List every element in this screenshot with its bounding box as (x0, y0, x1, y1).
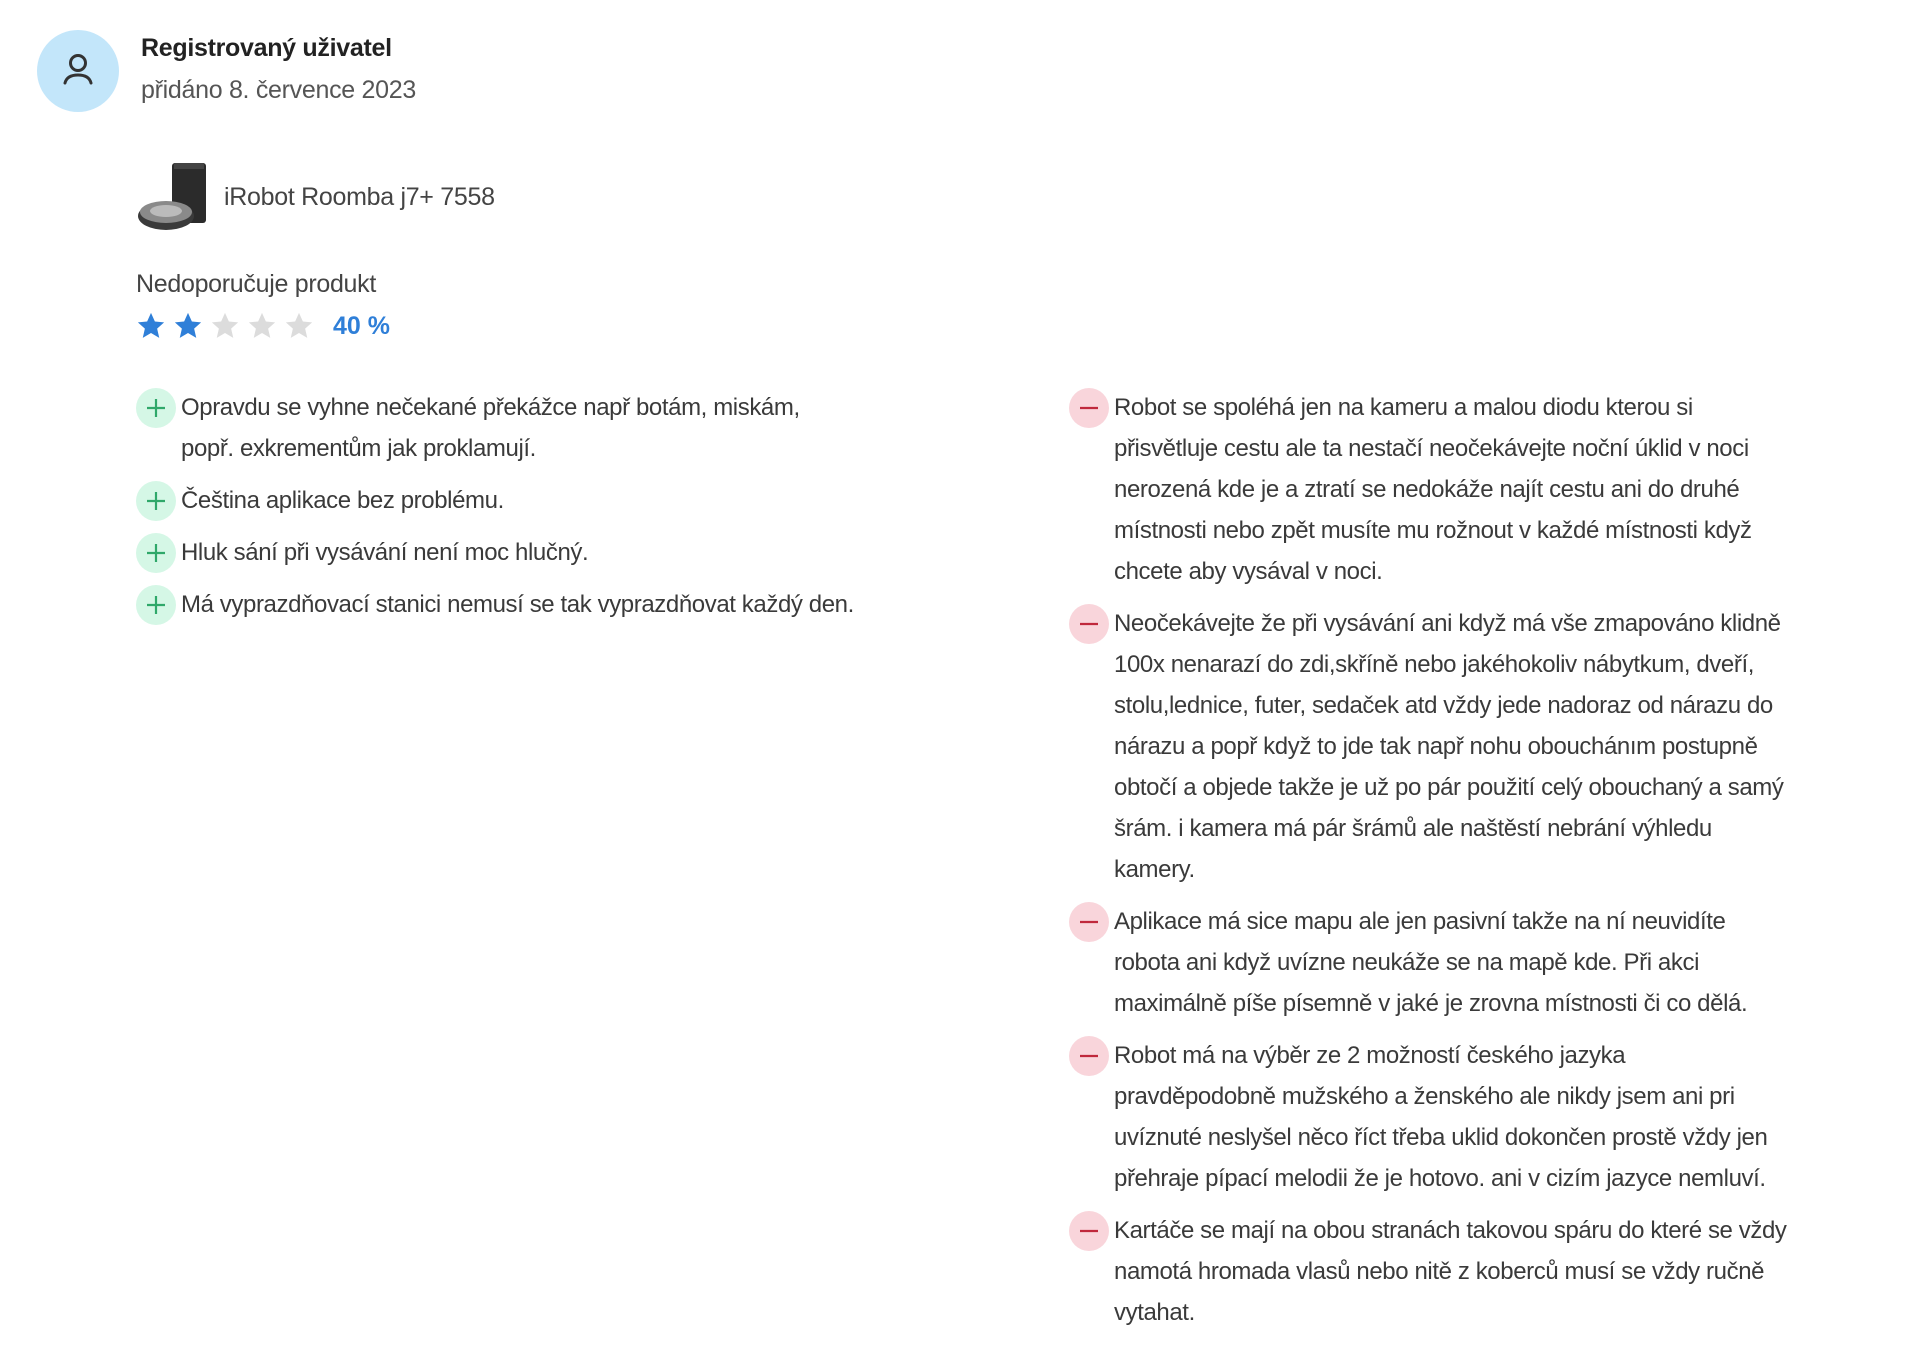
con-text (1114, 603, 1784, 890)
con-text-line: kamery. (1114, 856, 1195, 883)
product-image (136, 160, 210, 234)
con-item (1069, 604, 1787, 890)
con-text-line: Robot má na výběr ze 2 možností českého jazyka (1114, 1042, 1626, 1069)
con-item (1069, 902, 1787, 1024)
con-text (1114, 1035, 1767, 1199)
rating-percent: 40 % (333, 311, 390, 340)
con-item (1069, 1211, 1787, 1333)
con-text (1114, 1210, 1787, 1333)
minus-icon (1069, 604, 1109, 644)
product-link[interactable] (136, 160, 495, 234)
con-text-line: nerozená kde je a ztratí se nedokáže najít cestu ani do druhé (1114, 476, 1740, 503)
con-text-line: pravděpodobně mužského a ženského ale nikdy jsem ani pri (1114, 1083, 1735, 1110)
minus-icon (1069, 388, 1109, 428)
con-text-line: přehraje pípací melodii že je hotovo. ani v cizím jazyce nemluví. (1114, 1165, 1766, 1192)
star-filled-icon (173, 311, 203, 341)
con-text-line: maximálně píše písemně v jaké je zrovna místnosti či co dělá. (1114, 990, 1748, 1017)
pro-text-line: Hluk sání při vysávání není moc hlučný. (181, 539, 589, 566)
plus-icon (136, 388, 176, 428)
con-text-line: přisvětluje cestu ale ta nestačí neočekávejte noční úklid v noci (1114, 435, 1749, 462)
star-empty-icon (247, 311, 277, 341)
cons-list (1069, 388, 1787, 1345)
pro-item (136, 585, 854, 625)
pro-text-line: Má vyprazdňovací stanici nemusí se tak vyprazdňovat každý den. (181, 591, 854, 618)
minus-icon (1069, 1211, 1109, 1251)
pro-item (136, 481, 854, 521)
plus-icon (136, 481, 176, 521)
con-text-line: robota ani když uvízne neukáže se na mapě kde. Při akci (1114, 949, 1700, 976)
pro-text (181, 480, 504, 521)
user-icon (61, 51, 95, 91)
con-text-line: vytahat. (1114, 1299, 1195, 1326)
star-empty-icon (210, 311, 240, 341)
con-item (1069, 1036, 1787, 1199)
con-text (1114, 901, 1747, 1024)
pros-list (136, 388, 854, 637)
pro-item (136, 533, 854, 573)
star-filled-icon (136, 311, 166, 341)
con-text-line: obtočí a objede takže je už po pár použití celý obouchaný a samý (1114, 774, 1784, 801)
pro-text (181, 532, 588, 573)
con-text-line: Kartáče se mají na obou stranách takovou spáru do které se vždy (1114, 1217, 1787, 1244)
pro-item (136, 388, 854, 469)
con-text-line: 100x nenarazí do zdi,skříně nebo jakéhokoliv nábytkum, dveří, (1114, 651, 1754, 678)
con-text (1114, 387, 1752, 592)
con-text-line: Neočekávejte že při vysávání ani když má vše zmapováno klidně (1114, 610, 1781, 637)
con-text-line: místnosti nebo zpět musíte mu rožnout v každé místnosti když (1114, 517, 1752, 544)
author-name: Registrovaný uživatel (141, 34, 392, 62)
con-text-line: Aplikace má sice mapu ale jen pasivní takže na ní neuvidíte (1114, 908, 1726, 935)
review-date: přidáno 8. července 2023 (141, 76, 416, 104)
star-empty-icon (284, 311, 314, 341)
con-text-line: stolu,lednice, futer, sedaček atd vždy jede nadoraz od nárazu do (1114, 692, 1773, 719)
pro-text-line: Opravdu se vyhne nečekané překážce např botám, miskám, (181, 394, 800, 421)
pro-text-line: Čeština aplikace bez problému. (181, 487, 504, 514)
plus-icon (136, 533, 176, 573)
recommendation-verdict: Nedoporučuje produkt (136, 270, 376, 298)
con-text-line: namotá hromada vlasů nebo nitě z koberců musí se vždy ručně (1114, 1258, 1765, 1285)
minus-icon (1069, 902, 1109, 942)
pro-text (181, 387, 800, 469)
plus-icon (136, 585, 176, 625)
con-text-line: šrám. i kamera má pár šrámů ale naštěstí nebrání výhledu (1114, 815, 1712, 842)
avatar (37, 30, 119, 112)
con-text-line: chcete aby vysával v noci. (1114, 558, 1383, 585)
con-text-line: Robot se spoléhá jen na kameru a malou diodu kterou si (1114, 394, 1693, 421)
pro-text (181, 584, 854, 625)
product-name[interactable]: iRobot Roomba j7+ 7558 (224, 182, 495, 211)
con-item (1069, 388, 1787, 592)
con-text-line: uvíznuté neslyšel něco říct třeba uklid dokončen prostě vždy jen (1114, 1124, 1768, 1151)
con-text-line: nárazu a popř když to jde tak např nohu obouchánım postupně (1114, 733, 1758, 760)
pro-text-line: popř. exkrementům jak proklamují. (181, 435, 536, 462)
minus-icon (1069, 1036, 1109, 1076)
star-rating (136, 311, 390, 341)
